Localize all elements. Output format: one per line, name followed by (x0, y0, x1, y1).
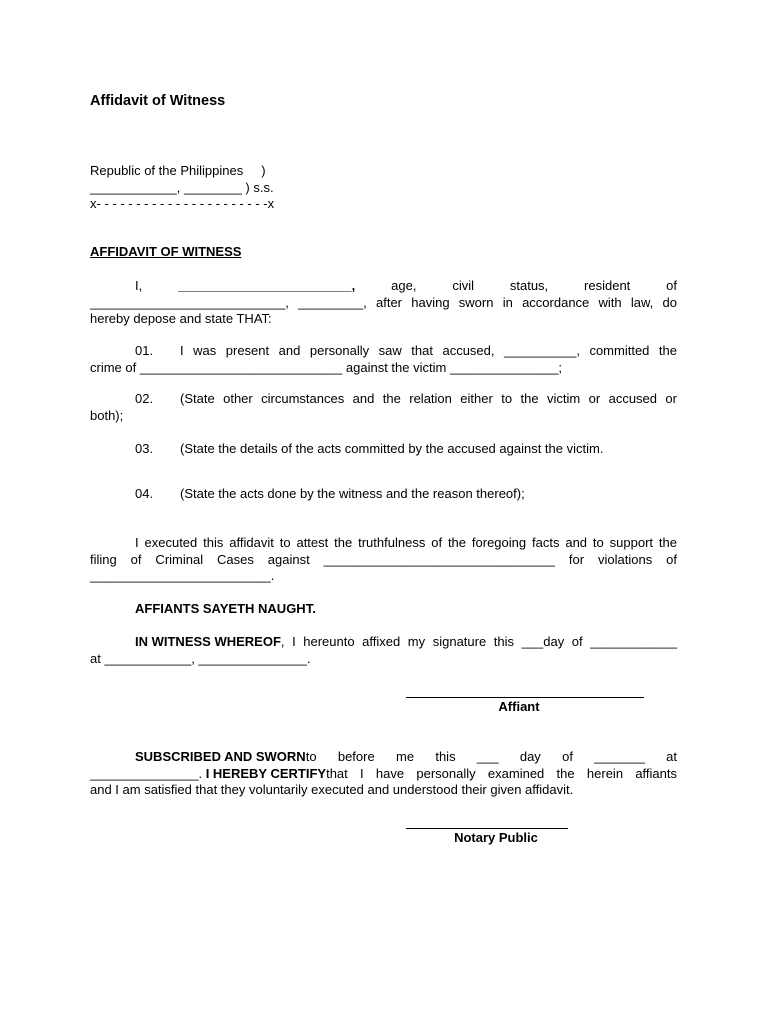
item-01 (90, 343, 677, 376)
notary-signature-line (406, 828, 568, 829)
item-number: 01. (135, 343, 154, 358)
item-text: (State the details of the acts committed by the accused against the victim. (180, 441, 604, 456)
executed-paragraph (90, 535, 677, 585)
subscribed-paragraph (90, 749, 677, 799)
witness-whereof-line-2: at ____________, _______________. (90, 650, 311, 666)
subscribed-text: to before me this ___ day of _______ at (305, 749, 677, 764)
intro-paragraph (90, 278, 677, 328)
witness-whereof-text: , I hereunto affixed my signature this ___day of ____________ (280, 634, 677, 649)
item-number: 04. (135, 486, 154, 501)
executed-line-3: _________________________. (90, 568, 275, 583)
item-02 (90, 391, 677, 424)
subscribed-blank: _______________. (90, 765, 206, 781)
item-04 (90, 486, 677, 503)
item-text: (State the acts done by the witness and the reason thereof); (180, 486, 525, 501)
sayeth-naught: AFFIANTS SAYETH NAUGHT. (135, 601, 316, 616)
item-number: 03. (135, 441, 154, 456)
venue-line-2: ____________, ________ ) s.s. (90, 179, 274, 195)
document-title: Affidavit of Witness (90, 93, 226, 109)
venue-line-3: x- - - - - - - - - - - - - - - - - - - - - -x (90, 196, 275, 211)
item-text: I was present and personally saw that accused, __________, committed the (180, 343, 677, 358)
intro-line-2: ___________________________, _________, after having sworn in accordance with law, do (90, 294, 677, 310)
witness-whereof-bold: IN WITNESS WHEREOF (135, 634, 281, 649)
affidavit-heading: AFFIDAVIT OF WITNESS (90, 244, 242, 259)
witness-whereof-paragraph (90, 634, 677, 667)
affiant-label: Affiant (498, 699, 540, 714)
notary-label: Notary Public (454, 830, 538, 845)
item-03 (90, 441, 677, 458)
venue-block (90, 163, 390, 213)
intro-line-3: hereby depose and state THAT: (90, 311, 272, 326)
intro-line-1: I, ________________________, age, civil status, resident of (135, 278, 677, 293)
affiant-signature-line (406, 697, 644, 698)
subscribed-bold: SUBSCRIBED AND SWORN (135, 749, 306, 764)
certify-text: that I have personally examined the herein affiants (326, 765, 677, 781)
certify-bold: I HEREBY CERTIFY (205, 765, 327, 781)
item-text: (State other circumstances and the relation either to the victim or accused or (180, 391, 677, 406)
item-text-continued: crime of ____________________________ against the victim _______________; (90, 359, 562, 375)
executed-line-1: I executed this affidavit to attest the truthfulness of the foregoing facts and to support the (135, 535, 677, 550)
subscribed-line-3: and I am satisfied that they voluntarily executed and understood their given affidavit. (90, 782, 574, 797)
venue-line-1: Republic of the Philippines ) (90, 163, 266, 178)
item-number: 02. (135, 391, 154, 406)
item-text-continued: both); (90, 407, 124, 423)
executed-line-2: filing of Criminal Cases against ________________________________ for violations of (90, 551, 677, 567)
